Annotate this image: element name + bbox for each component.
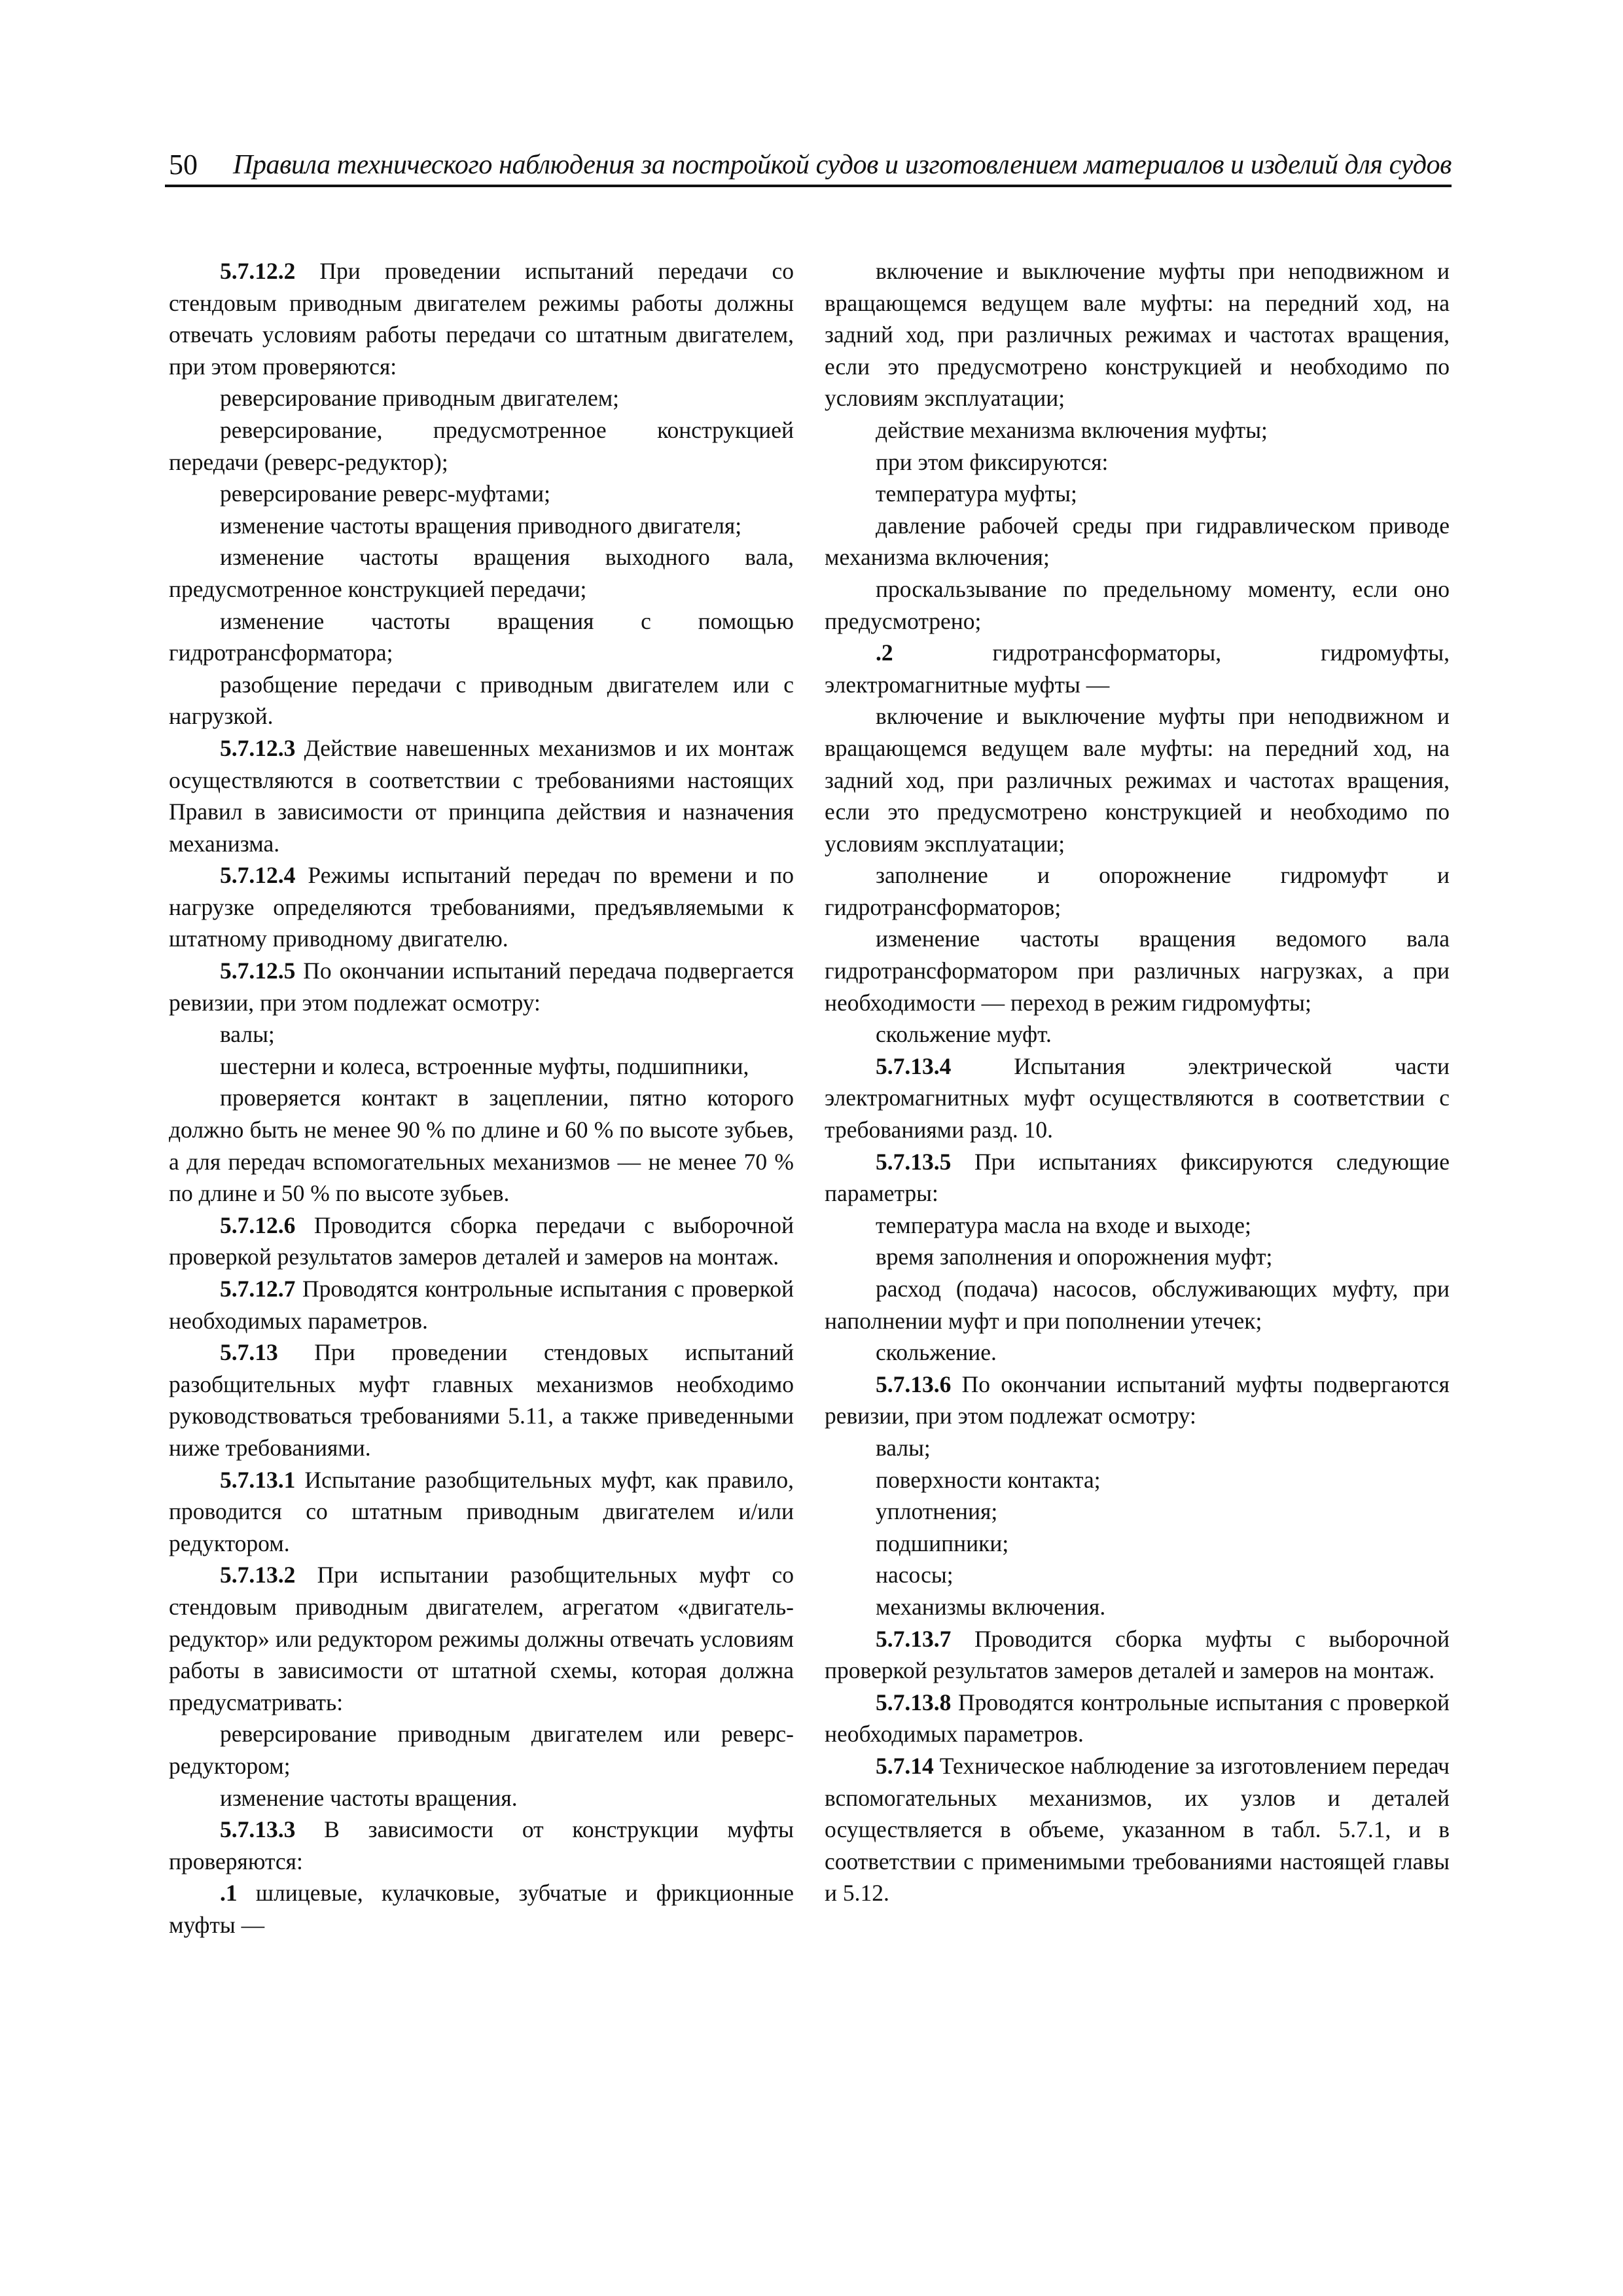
paragraph: [169, 1336, 794, 1463]
paragraph: [825, 1273, 1450, 1336]
paragraph: [825, 1432, 1450, 1464]
paragraph-text: По окончании испытаний передача подвергается ревизии, при этом подлежат осмотру:: [169, 958, 794, 1016]
paragraph: [825, 923, 1450, 1018]
paragraph: [825, 1018, 1450, 1050]
clause-number: 5.7.13: [220, 1339, 278, 1366]
paragraph: [825, 1559, 1450, 1591]
paragraph-text: При испытаниях фиксируются следующие параметры:: [825, 1148, 1450, 1207]
clause-number: 5.7.12.6: [220, 1211, 296, 1238]
paragraph-text: включение и выключение муфты при неподвижном и вращающемся ведущем вале муфты: на передний ход, на задний ход, при различных режимах и частотах вращения, если это предусмотрено конструкцией и необходимо по условиям эксплуатации;: [825, 703, 1450, 857]
paragraph: [169, 669, 794, 732]
paragraph: [825, 414, 1450, 446]
paragraph: [169, 1718, 794, 1782]
paragraph-text: Техническое наблюдение за изготовлением передач вспомогательных механизмов, их узлов и деталей осуществляется в объеме, указанном в табл. 5.7.1, и в соответствии с применимыми требованиями настоящей главы и 5.12.: [825, 1752, 1450, 1907]
clause-number: 5.7.13.1: [220, 1466, 296, 1493]
paragraph: [825, 700, 1450, 859]
paragraph: [825, 1336, 1450, 1369]
paragraph-text: скольжение.: [876, 1339, 997, 1366]
paragraph: [169, 859, 794, 955]
paragraph: [169, 1082, 794, 1209]
paragraph: [169, 1273, 794, 1336]
paragraph-text: подшипники;: [876, 1530, 1009, 1556]
paragraph: [825, 1146, 1450, 1210]
paragraph: [825, 859, 1450, 923]
clause-number: 5.7.13.7: [876, 1625, 952, 1652]
right-column: [825, 255, 1450, 1909]
paragraph: [825, 1687, 1450, 1750]
paragraph-text: действие механизма включения муфты;: [876, 416, 1268, 443]
paragraph-text: время заполнения и опорожнения муфт;: [876, 1244, 1273, 1270]
paragraph-text: изменение частоты вращения выходного вала, предусмотренное конструкцией передачи;: [169, 544, 794, 602]
paragraph: [825, 1464, 1450, 1496]
paragraph-text: При проведении стендовых испытаний разобщительных муфт главных механизмов необходимо руководствоваться требованиями 5.11, а также приведенными ниже требованиями.: [169, 1339, 794, 1461]
paragraph-text: шлицевые, кулачковые, зубчатые и фрикционные муфты —: [169, 1880, 794, 1938]
paragraph: [169, 541, 794, 605]
paragraph-text: разобщение передачи с приводным двигателем или с нагрузкой.: [169, 671, 794, 730]
paragraph: [169, 478, 794, 510]
clause-number: 5.7.13.8: [876, 1689, 952, 1715]
paragraph-text: реверсирование реверс-муфтами;: [220, 480, 551, 507]
paragraph: [825, 1050, 1450, 1146]
paragraph: [825, 1210, 1450, 1242]
paragraph-text: В зависимости от конструкции муфты проверяются:: [169, 1816, 794, 1874]
paragraph-text: шестерни и колеса, встроенные муфты, подшипники,: [220, 1052, 749, 1079]
paragraph: [169, 732, 794, 859]
paragraph-text: изменение частоты вращения приводного двигателя;: [220, 512, 742, 539]
paragraph-text: валы;: [220, 1021, 275, 1048]
paragraph-text: По окончании испытаний муфты подвергаются ревизии, при этом подлежат осмотру:: [825, 1371, 1450, 1429]
paragraph: [169, 510, 794, 542]
clause-number: 5.7.12.5: [220, 958, 296, 984]
paragraph-text: проскальзывание по предельному моменту, если оно предусмотрено;: [825, 575, 1450, 634]
paragraph-text: давление рабочей среды при гидравлическом приводе механизма включения;: [825, 512, 1450, 571]
clause-number: 5.7.12.2: [220, 258, 296, 284]
paragraph-text: Испытание разобщительных муфт, как правило, проводится со штатным приводным двигателем и/или редуктором.: [169, 1466, 794, 1556]
paragraph-text: При проведении испытаний передачи со стендовым приводным двигателем режимы работы должны отвечать условиям работы передачи со штатным двигателем, при этом проверяются:: [169, 258, 794, 380]
paragraph: [169, 1877, 794, 1941]
paragraph: [169, 255, 794, 382]
paragraph: [825, 255, 1450, 414]
paragraph: [825, 1369, 1450, 1432]
paragraph: [825, 1528, 1450, 1560]
clause-number: 5.7.13.5: [876, 1148, 952, 1175]
page-number: 50: [169, 149, 198, 181]
paragraph: [169, 1210, 794, 1273]
paragraph-text: уплотнения;: [876, 1498, 998, 1525]
paragraph: [825, 478, 1450, 510]
clause-number: .2: [876, 639, 893, 666]
paragraph-text: Проводится сборка передачи с выборочной проверкой результатов замеров деталей и замеров на монтаж.: [169, 1211, 794, 1270]
paragraph-text: Испытания электрической части электромагнитных муфт осуществляются в соответствии с требованиями разд. 10.: [825, 1052, 1450, 1143]
paragraph-text: при этом фиксируются:: [876, 448, 1109, 475]
paragraph-text: изменение частоты вращения с помощью гидротрансформатора;: [169, 607, 794, 666]
paragraph-text: изменение частоты вращения.: [220, 1784, 518, 1811]
paragraph-text: реверсирование приводным двигателем;: [220, 385, 620, 412]
paragraph-text: Проводятся контрольные испытания с проверкой необходимых параметров.: [825, 1689, 1450, 1748]
paragraph: [169, 605, 794, 669]
paragraph: [825, 637, 1450, 700]
paragraph: [169, 1782, 794, 1814]
paragraph: [169, 1814, 794, 1877]
running-title: Правила технического наблюдения за постройкой судов и изготовлением материалов и изделий для судов: [233, 150, 1452, 180]
paragraph: [169, 1464, 794, 1560]
clause-number: 5.7.13.2: [220, 1562, 296, 1588]
clause-number: 5.7.13.4: [876, 1052, 952, 1079]
paragraph-text: температура масла на входе и выходе;: [876, 1211, 1251, 1238]
paragraph: [825, 1750, 1450, 1909]
paragraph: [825, 446, 1450, 478]
paragraph-text: поверхности контакта;: [876, 1466, 1101, 1493]
paragraph: [825, 1241, 1450, 1273]
clause-number: 5.7.13.3: [220, 1816, 296, 1843]
paragraph-text: расход (подача) насосов, обслуживающих муфту, при наполнении муфт и при пополнении утечек;: [825, 1276, 1450, 1334]
clause-number: 5.7.12.3: [220, 734, 296, 761]
paragraph: [825, 573, 1450, 637]
clause-number: 5.7.12.7: [220, 1276, 296, 1302]
paragraph-text: температура муфты;: [876, 480, 1077, 507]
paragraph-text: Режимы испытаний передач по времени и по нагрузке определяются требованиями, предъявляемыми к штатному приводному двигателю.: [169, 862, 794, 952]
page-header: [165, 148, 1452, 187]
paragraph-text: Проводятся контрольные испытания с проверкой необходимых параметров.: [169, 1276, 794, 1334]
paragraph: [825, 1591, 1450, 1623]
paragraph-text: механизмы включения.: [876, 1593, 1106, 1620]
paragraph-text: гидротрансформаторы, гидромуфты, электромагнитные муфты —: [825, 639, 1450, 698]
paragraph-text: изменение частоты вращения ведомого вала гидротрансформатором при различных нагрузках, а при необходимости — переход в режим гидромуфты;: [825, 925, 1450, 1016]
clause-number: 5.7.12.4: [220, 862, 296, 889]
paragraph: [825, 510, 1450, 573]
paragraph-text: валы;: [876, 1434, 931, 1461]
paragraph: [169, 955, 794, 1018]
paragraph-text: включение и выключение муфты при неподвижном и вращающемся ведущем вале муфты: на передний ход, на задний ход, при различных режимах и частотах вращения, если это предусмотрено конструкцией и необходимо по условиям эксплуатации;: [825, 258, 1450, 412]
paragraph-text: реверсирование, предусмотренное конструкцией передачи (реверс-редуктор);: [169, 416, 794, 475]
paragraph: [169, 1050, 794, 1083]
paragraph-text: При испытании разобщительных муфт со стендовым приводным двигателем, агрегатом «двигатель-редуктор» или редуктором режимы должны отвечать условиям работы в зависимости от штатной схемы, которая должна предусматривать:: [169, 1562, 794, 1715]
clause-number: 5.7.13.6: [876, 1371, 952, 1397]
paragraph: [169, 1559, 794, 1718]
clause-number: .1: [220, 1880, 238, 1907]
clause-number: 5.7.14: [876, 1752, 934, 1779]
paragraph-text: реверсирование приводным двигателем или реверс-редуктором;: [169, 1721, 794, 1779]
paragraph-text: скольжение муфт.: [876, 1021, 1052, 1048]
paragraph: [169, 382, 794, 414]
paragraph: [169, 1018, 794, 1050]
paragraph-text: Действие навешенных механизмов и их монтаж осуществляются в соответствии с требованиями настоящих Правил в зависимости от принципа действия и назначения механизма.: [169, 734, 794, 857]
paragraph-text: насосы;: [876, 1562, 954, 1588]
paragraph-text: заполнение и опорожнение гидромуфт и гидротрансформаторов;: [825, 862, 1450, 920]
left-column: [169, 255, 794, 1941]
paragraph-text: Проводится сборка муфты с выборочной проверкой результатов замеров деталей и замеров на монтаж.: [825, 1625, 1450, 1684]
paragraph: [169, 414, 794, 478]
paragraph: [825, 1496, 1450, 1528]
paragraph: [825, 1623, 1450, 1687]
paragraph-text: проверяется контакт в зацеплении, пятно которого должно быть не менее 90 % по длине и 60 % по высоте зубьев, а для передач вспомогательных механизмов — не менее 70 % по длине и 50 % по высоте зубьев.: [169, 1085, 794, 1207]
